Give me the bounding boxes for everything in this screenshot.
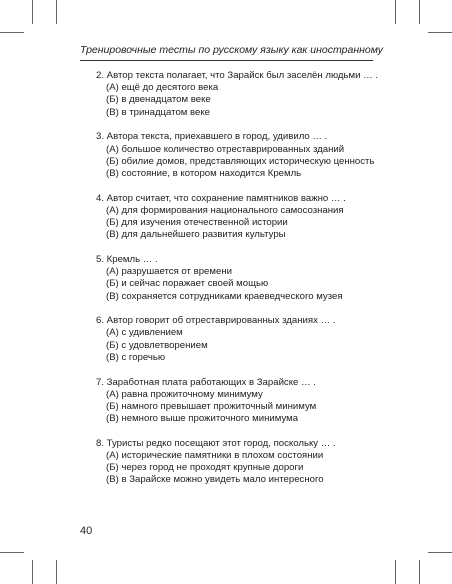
crop-mark-top-left-h [0,32,24,33]
answer-option-a: (А) для формирования национального самосознания [106,204,344,216]
crop-mark-bottom-right-v2 [395,560,396,584]
answer-option-a: (А) исторические памятники в плохом состоянии [106,450,324,462]
question-text: 6. Автор говорит об отреставрированных зданиях … . [96,315,336,327]
answer-option-c: (В) с горечью [106,351,166,363]
answer-option-c: (В) в Зарайске можно увидеть мало интересного [106,474,324,486]
answer-option-c: (В) сохраняется сотрудниками краеведческого музея [106,290,343,302]
question-2 [96,70,386,119]
answer-option-a: (А) с удивлением [106,327,183,339]
answer-option-b: (Б) намного превышает прожиточный минимум [106,400,317,412]
crop-mark-top-right-h [428,32,452,33]
question-text: 8. Туристы редко посещают этот город, поскольку … . [96,437,336,449]
answer-option-c: (В) в тринадцатом веке [106,106,211,118]
page-number: 40 [80,525,93,537]
question-text: 2. Автор текста полагает, что Зарайск был заселён людьми … . [96,70,379,81]
answer-option-a: (А) разрушается от времени [106,266,232,278]
crop-mark-top-right-v2 [395,0,396,24]
question-text: 5. Кремль … . [96,253,158,265]
answer-option-c: (В) для дальнейшего развития культуры [106,229,286,241]
question-6 [96,315,386,364]
question-5 [96,254,386,303]
header-rule [80,60,373,61]
answer-option-a: (А) ещё до десятого века [106,82,219,94]
answer-option-b: (Б) с удовлетворением [106,339,208,351]
crop-mark-top-left-v [32,0,33,24]
crop-mark-bottom-left-h [0,552,24,553]
crop-mark-bottom-left-v2 [56,560,57,584]
answer-option-b: (Б) в двенадцатом веке [106,94,211,106]
answer-option-b: (Б) и сейчас поражает своей мощью [106,278,269,290]
question-3 [96,131,386,180]
crop-mark-bottom-right-v [419,560,420,584]
answer-option-b: (Б) через город не проходят крупные дороги [106,462,304,474]
question-text: 7. Заработная плата работающих в Зарайске … . [96,376,316,388]
running-header: Тренировочные тесты по русскому языку как иностранному [80,44,384,56]
answer-option-c: (В) состояние, в котором находится Кремль [106,167,302,179]
answer-option-a: (А) большое количество отреставрированных зданий [106,143,345,155]
answer-option-b: (Б) для изучения отечественной истории [106,217,288,229]
answer-option-b: (Б) обилие домов, представляющих историческую ценность [106,155,375,167]
crop-mark-bottom-right-h [428,552,452,553]
answer-option-c: (В) немного выше прожиточного минимума [106,413,299,425]
question-text: 3. Автора текста, приехавшего в город, удивило … . [96,131,328,143]
question-text: 4. Автор считает, что сохранение памятников важно … . [96,192,346,204]
question-7 [96,377,386,426]
question-8 [96,438,386,487]
crop-mark-top-left-v2 [56,0,57,24]
crop-mark-bottom-left-v [32,560,33,584]
question-list [96,70,386,499]
answer-option-a: (А) равна прожиточному минимуму [106,388,263,400]
crop-mark-top-right-v [419,0,420,24]
question-4 [96,193,386,242]
